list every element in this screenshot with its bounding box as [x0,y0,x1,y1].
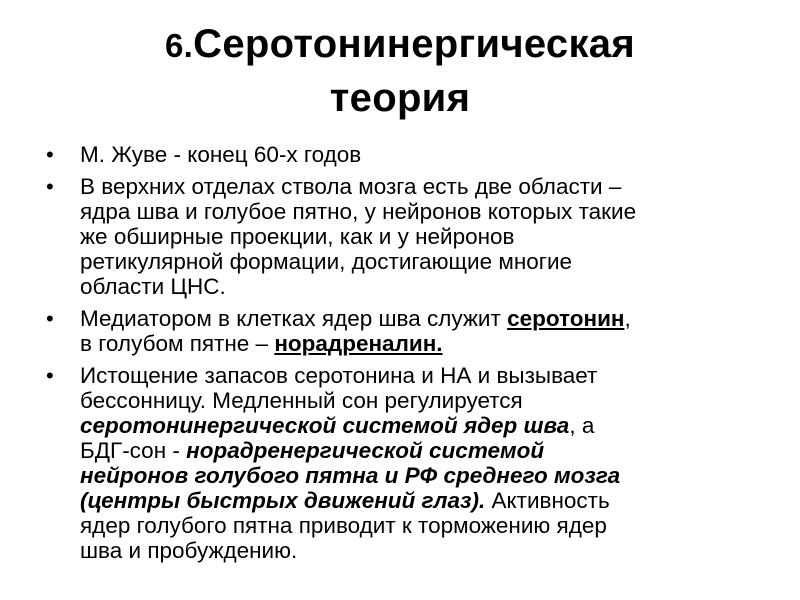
term-locus-coeruleus-neurons: нейронов голубого пятна и РФ среднего мозга [80,463,621,488]
term-noradrenaline: норадреналин. [274,331,443,356]
title-number: 6. [165,27,194,64]
slide-title [60,18,740,125]
bullet-line: ретикулярной формации, достигающие многие [80,249,573,274]
bullet-text: бессонницу. Медленный сон регулируется [80,388,523,413]
bullet-dot-icon: • [46,363,54,388]
bullet-text: , [624,306,631,331]
bullet-item-author [44,142,754,167]
bullet-line: же обширные проекции, как и у нейронов [80,224,515,249]
bullet-dot-icon: • [46,174,54,199]
bullet-dot-icon: • [46,142,54,167]
bullet-text: в голубом пятне – [80,331,275,356]
bullet-text: шва и пробуждению. [80,538,298,563]
bullet-item-depletion [44,363,754,563]
bullet-list [44,142,754,570]
bullet-text: ядер голубого пятна приводит к торможению ядер [80,513,607,538]
term-rem-centers: (центры быстрых движений глаз). [80,488,486,513]
bullet-line: ядра шва и голубое пятно, у нейронов которых такие [80,199,637,224]
bullet-text: , а [569,413,595,438]
bullet-text: Истощение запасов серотонина и НА и вызывает [80,363,598,388]
bullet-line: области ЦНС. [80,274,226,299]
bullet-text: Медиатором в клетках ядер шва служит [80,306,508,331]
bullet-dot-icon: • [46,306,54,331]
term-serotonergic-system: серотонинергической системой ядер шва [80,413,570,438]
title-text-1: Серотонинергическая [193,22,635,66]
bullet-text: Активность [485,488,610,513]
title-line-2: теория [329,76,471,120]
bullet-line: В верхних отделах ствола мозга есть две области – [80,174,622,199]
bullet-text: М. Жуве - конец 60-х годов [80,142,362,167]
bullet-item-brainstem [44,174,754,299]
title-line-1 [60,18,740,72]
term-noradrenergic-system: норадренергической системой [186,438,545,463]
bullet-text: БДГ-сон - [80,438,187,463]
bullet-item-mediator [44,306,754,356]
term-serotonin: серотонин [507,306,625,331]
